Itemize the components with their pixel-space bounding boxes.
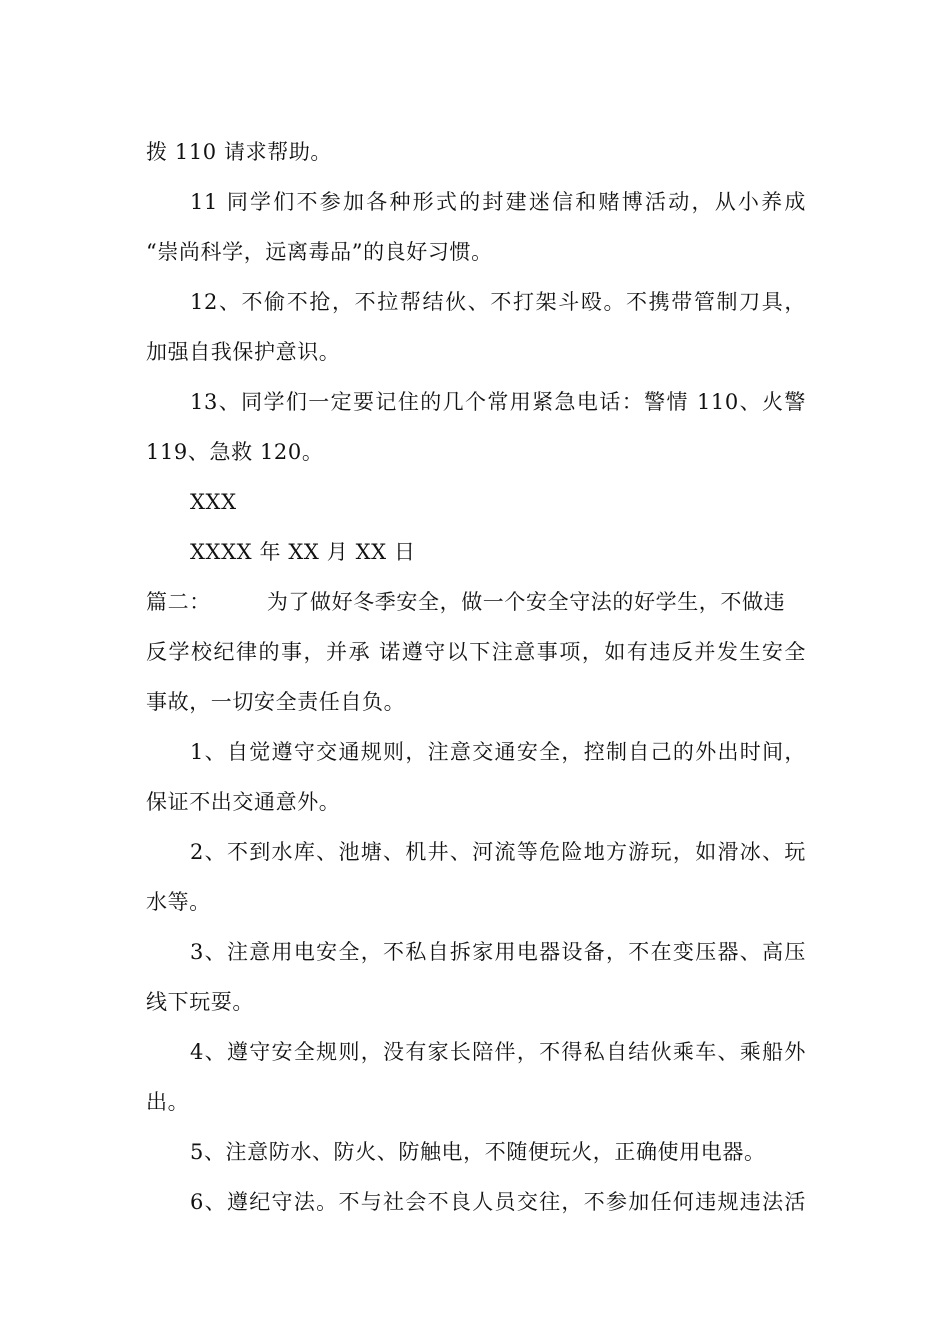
text-line: 保证不出交通意外。 [146,790,341,814]
section-label: 篇二： [146,590,211,614]
text-line: 13、同学们一定要记住的几个常用紧急电话：警情 110、火警 [190,390,806,414]
section-heading-line [146,589,785,615]
text-line: 119、急救 120。 [146,440,324,464]
list-item: 3、注意用电安全，不私自拆家用电器设备，不在变压器、高压 [190,940,806,964]
text-line: 加强自我保护意识。 [146,340,341,364]
text-line: 事故，一切安全责任自负。 [146,690,406,714]
signature-date: XXXX 年 XX 月 XX 日 [190,540,416,564]
text-line: “崇尚科学，远离毒品”的良好习惯。 [146,240,493,264]
text-line: 线下玩耍。 [146,990,254,1014]
signature-name: XXX [190,490,237,514]
text-line: 出。 [146,1090,190,1114]
text-line: 拨 110 请求帮助。 [146,140,333,164]
text-line: 反学校纪律的事，并承 诺遵守以下注意事项，如有违反并发生安全 [146,640,806,664]
list-item: 4、遵守安全规则，没有家长陪伴，不得私自结伙乘车、乘船外 [190,1040,806,1064]
text-line: 为了做好冬季安全，做一个安全守法的好学生，不做违 [266,590,786,614]
list-item: 2、不到水库、池塘、机井、河流等危险地方游玩，如滑冰、玩 [190,840,806,864]
list-item: 6、遵纪守法。不与社会不良人员交往，不参加任何违规违法活 [190,1190,806,1214]
text-line: 11 同学们不参加各种形式的封建迷信和赌博活动，从小养成 [190,190,806,214]
list-item: 5、注意防水、防火、防触电，不随便玩火，正确使用电器。 [190,1140,766,1164]
list-item: 1、自觉遵守交通规则，注意交通安全，控制自己的外出时间， [190,740,806,764]
text-line: 12、不偷不抢，不拉帮结伙、不打架斗殴。不携带管制刀具， [190,290,806,314]
text-line: 水等。 [146,890,211,914]
